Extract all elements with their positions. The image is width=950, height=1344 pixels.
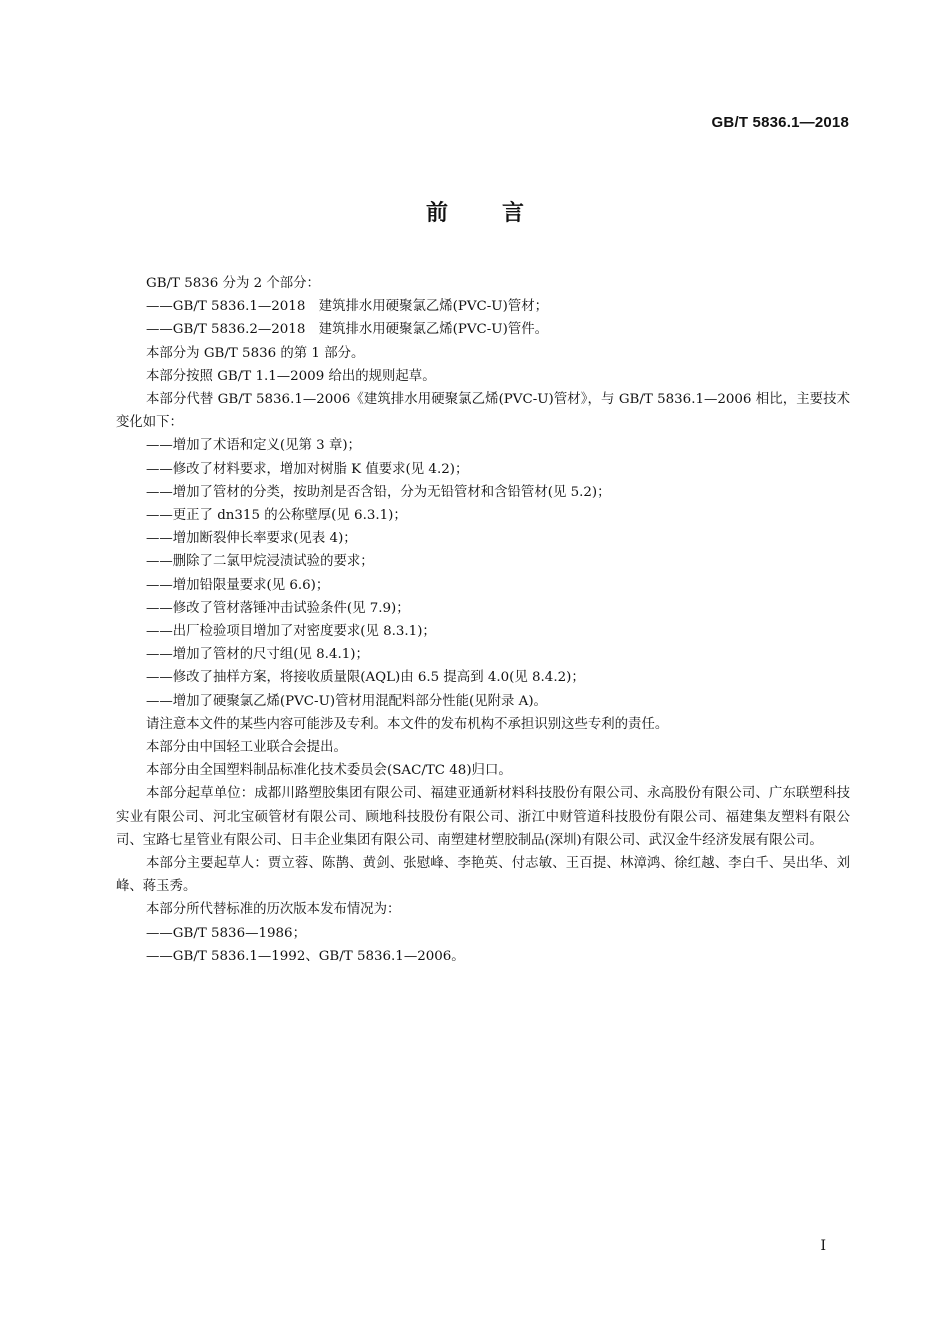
list-item: ——增加铅限量要求(见 6.6)；: [146, 577, 330, 593]
list-item: ——删除了二氯甲烷浸渍试验的要求；: [146, 554, 374, 570]
list-item: ——修改了材料要求，增加对树脂 K 值要求(见 4.2)；: [146, 461, 469, 477]
list-item: ——GB/T 5836.1—2018 建筑排水用硬聚氯乙烯(PVC-U)管材；: [146, 299, 548, 315]
paragraph: 本部分由中国轻工业联合会提出。: [146, 740, 347, 756]
list-item: ——GB/T 5836.1—1992、GB/T 5836.1—2006。: [146, 948, 465, 964]
paragraph: 本部分按照 GB/T 1.1—2009 给出的规则起草。: [146, 368, 436, 384]
list-item: ——GB/T 5836.2—2018 建筑排水用硬聚氯乙烯(PVC-U)管件。: [146, 322, 548, 338]
page-title: 前言: [425, 201, 578, 226]
paragraph: 本部分起草单位：成都川路塑胶集团有限公司、福建亚通新材料科技股份有限公司、永高股份有限公司、广东联塑科技实业有限公司、河北宝硕管材有限公司、顾地科技股份有限公司、浙江中财管道科技股份有限公司、福建集友塑料有限公司、宝路七星管业有限公司、日丰企业集团有限公司、南塑建材塑胶制品(深圳)有限公司、武汉金牛经济发展有限公司。: [116, 786, 850, 848]
foreword-body: [116, 272, 850, 968]
list-item: ——增加了管材的尺寸组(见 8.4.1)；: [146, 647, 369, 663]
paragraph: 请注意本文件的某些内容可能涉及专利。本文件的发布机构不承担识别这些专利的责任。: [146, 716, 669, 732]
list-item: ——增加断裂伸长率要求(见表 4)；: [146, 531, 357, 547]
list-item: ——GB/T 5836—1986；: [146, 925, 306, 941]
page-number: I: [820, 1238, 826, 1254]
list-item: ——出厂检验项目增加了对密度要求(见 8.3.1)；: [146, 624, 436, 640]
list-item: ——修改了抽样方案，将接收质量限(AQL)由 6.5 提高到 4.0(见 8.4.2)；: [146, 670, 585, 686]
paragraph: 本部分主要起草人：贾立蓉、陈鹊、黄剑、张慰峰、李艳英、付志敏、王百提、林漳鸿、徐红越、李白千、吴出华、刘峰、蒋玉秀。: [116, 856, 850, 895]
list-item: ——增加了术语和定义(见第 3 章)；: [146, 438, 361, 454]
paragraph: 本部分代替 GB/T 5836.1—2006《建筑排水用硬聚氯乙烯(PVC-U)管材》，与 GB/T 5836.1—2006 相比，主要技术变化如下：: [116, 392, 850, 431]
list-item: ——增加了硬聚氯乙烯(PVC-U)管材用混配料部分性能(见附录 A)。: [146, 693, 547, 709]
list-item: ——增加了管材的分类，按助剂是否含铅，分为无铅管材和含铅管材(见 5.2)；: [146, 484, 611, 500]
paragraph: 本部分所代替标准的历次版本发布情况为：: [146, 902, 401, 918]
standard-code: GB/T 5836.1—2018: [711, 114, 849, 131]
paragraph: 本部分为 GB/T 5836 的第 1 部分。: [146, 345, 365, 361]
paragraph: 本部分由全国塑料制品标准化技术委员会(SAC/TC 48)归口。: [146, 763, 512, 779]
list-item: ——修改了管材落锤冲击试验条件(见 7.9)；: [146, 600, 410, 616]
paragraph: GB/T 5836 分为 2 个部分：: [146, 276, 320, 291]
list-item: ——更正了 dn315 的公称壁厚(见 6.3.1)；: [146, 508, 407, 524]
